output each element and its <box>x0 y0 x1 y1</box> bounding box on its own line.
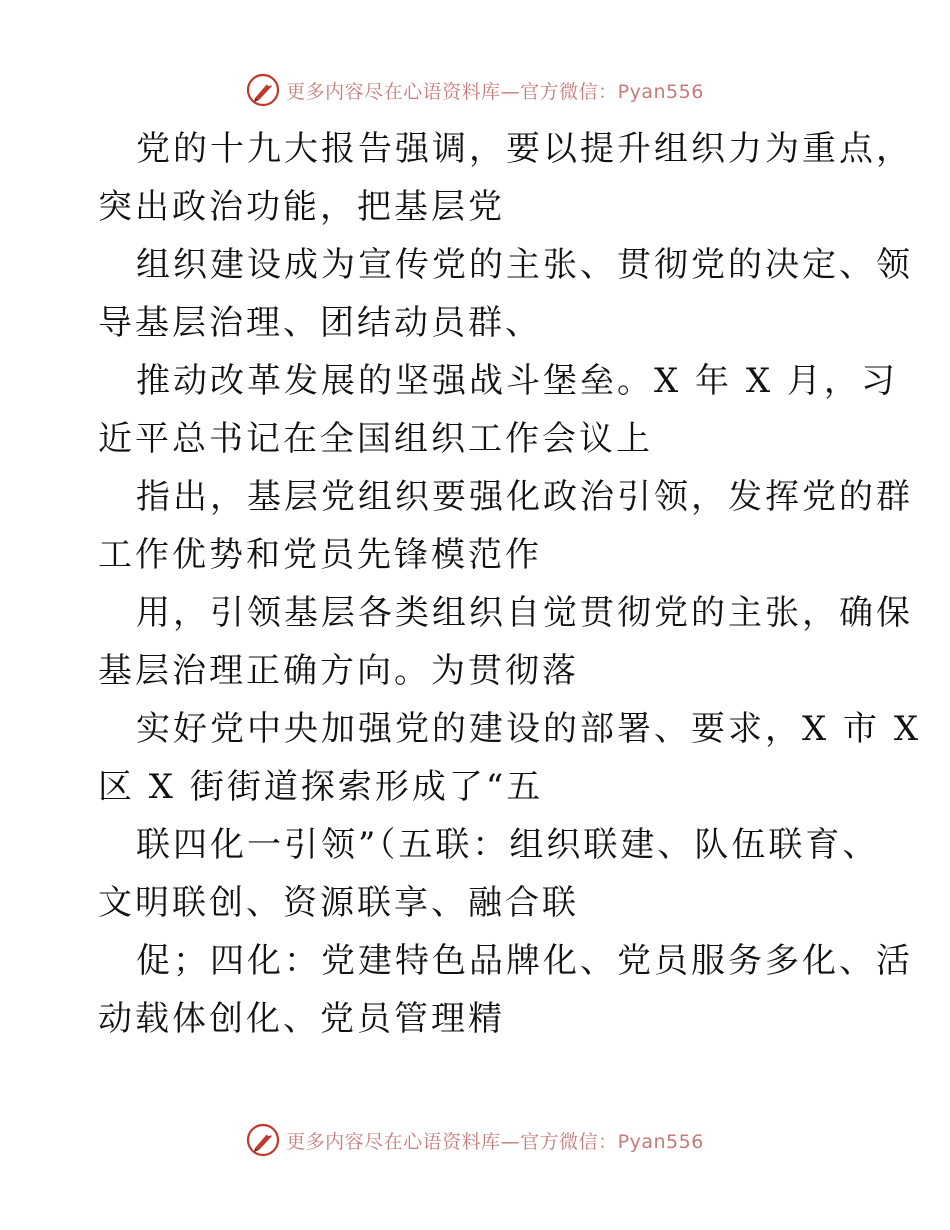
paragraph-line: 组织建设成为宣传党的主张、贯彻党的决定、领 <box>136 245 913 285</box>
paragraph <box>98 468 913 584</box>
paragraph-line: 导基层治理、团结动员群、 <box>98 303 542 343</box>
paragraph-line: 促；四化：党建特色品牌化、党员服务多化、活 <box>136 941 913 981</box>
paragraph <box>98 700 922 816</box>
paragraph-line: 文明联创、资源联享、融合联 <box>98 883 579 923</box>
paragraph <box>98 816 880 932</box>
paragraph-line: 区 X 街街道探索形成了“五 <box>98 767 544 807</box>
paragraph-line: 动载体创化、党员管理精 <box>98 999 505 1039</box>
header-banner-text: 更多内容尽在心语资料库—官方微信：Pyan556 <box>286 80 704 103</box>
paragraph-line: 实好党中央加强党的建设的部署、要求，X 市 X <box>136 709 922 749</box>
pen-logo-icon <box>246 73 280 107</box>
header-banner <box>0 70 950 110</box>
document-body <box>98 120 922 1048</box>
pen-logo-icon <box>246 1123 280 1157</box>
paragraph <box>98 584 913 700</box>
paragraph-line: 指出，基层党组织要强化政治引领，发挥党的群 <box>136 477 913 517</box>
paragraph-line: 党的十九大报告强调，要以提升组织力为重点， <box>136 129 913 169</box>
paragraph <box>98 352 898 468</box>
paragraph-line: 联四化一引领”（五联：组织联建、队伍联育、 <box>136 825 880 865</box>
paragraph-line: 工作优势和党员先锋模范作 <box>98 535 542 575</box>
paragraph-line: 推动改革发展的坚强战斗堡垒。X 年 X 月，习 <box>136 361 898 401</box>
paragraph-line: 用，引领基层各类组织自觉贯彻党的主张，确保 <box>136 593 913 633</box>
paragraph <box>98 236 913 352</box>
paragraph <box>98 932 913 1048</box>
paragraph-line: 基层治理正确方向。为贯彻落 <box>98 651 579 691</box>
paragraph <box>98 120 913 236</box>
footer-banner-text: 更多内容尽在心语资料库—官方微信：Pyan556 <box>286 1130 704 1153</box>
paragraph-line: 突出政治功能，把基层党 <box>98 187 505 227</box>
footer-banner <box>0 1120 950 1160</box>
paragraph-line: 近平总书记在全国组织工作会议上 <box>98 419 653 459</box>
